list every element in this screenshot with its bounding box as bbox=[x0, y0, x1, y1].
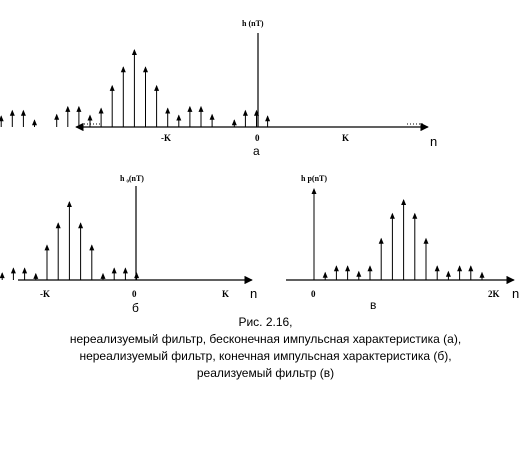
diagram-c-stem-arrow-10 bbox=[412, 213, 417, 219]
diagram-c-tick-zero: 0 bbox=[311, 289, 316, 299]
diagram-c-stem-arrow-6 bbox=[368, 265, 373, 271]
diagram-b-stem-arrow-2 bbox=[11, 267, 16, 273]
diagram-a-stem-arrow-14 bbox=[154, 85, 159, 91]
diagram-a-stem-arrow-21 bbox=[243, 110, 248, 116]
diagram-b-stem-arrow-5 bbox=[45, 244, 50, 250]
diagram-a-stem-arrow-12 bbox=[132, 49, 137, 55]
caption-line-3: нереализуемый фильтр, конечная импульсная характеристика (б), bbox=[79, 349, 452, 363]
diagram-a-tick-k: K bbox=[342, 133, 350, 143]
diagram-c-stem-arrow-16 bbox=[480, 272, 485, 278]
diagram-c-stem-arrow-15 bbox=[468, 265, 473, 271]
diagram-a-stem-arrow-19 bbox=[210, 114, 215, 120]
diagram-b-axis-n: n bbox=[250, 286, 258, 301]
caption-line-4: реализуемый фильтр (в) bbox=[196, 366, 335, 380]
diagram-a-stem-arrow-8 bbox=[88, 115, 93, 121]
diagram-b-stem-arrow-8 bbox=[78, 222, 83, 228]
diagram-b-stem-arrow-3 bbox=[22, 267, 27, 273]
diagram-a-stem-arrow-16 bbox=[176, 115, 181, 121]
diagram-c-axis-n: n bbox=[512, 286, 520, 301]
diagram-a-stem-arrow-1 bbox=[0, 115, 4, 121]
diagram-a-sublabel: а bbox=[253, 144, 260, 158]
diagram-a-axis-n: n bbox=[430, 134, 438, 149]
diagram-a-stem-arrow-4 bbox=[32, 119, 37, 125]
diagram-b-stems bbox=[0, 201, 139, 280]
diagram-c-stem-arrow-8 bbox=[390, 213, 395, 219]
diagram-c-sublabel: в bbox=[370, 298, 377, 312]
diagram-a-stem-arrow-2 bbox=[10, 110, 15, 116]
diagram-a-stem-arrow-17 bbox=[187, 106, 192, 112]
caption-line-1: Рис. 2.16, bbox=[238, 315, 293, 329]
diagram-a-tick-minus-k: -K bbox=[161, 133, 171, 143]
diagram-c-y-label: h р(nT) bbox=[301, 174, 328, 183]
diagram-b-sublabel: б bbox=[132, 301, 139, 315]
diagram-a bbox=[0, 19, 437, 158]
diagram-c-stem-arrow-1 bbox=[312, 188, 317, 194]
diagram-a-stem-arrow-6 bbox=[65, 106, 70, 112]
diagram-c-stem-arrow-3 bbox=[334, 265, 339, 271]
diagram-b-stem-arrow-7 bbox=[67, 201, 72, 207]
diagram-a-y-label: h (nT) bbox=[242, 19, 264, 28]
diagram-c-tick-2k: 2K bbox=[488, 289, 500, 299]
diagram-b-tick-k: K bbox=[222, 289, 230, 299]
diagram-c-stem-arrow-9 bbox=[401, 199, 406, 205]
diagram-c-stem-arrow-4 bbox=[345, 265, 350, 271]
diagram-a-stem-arrow-3 bbox=[21, 110, 26, 116]
diagram-b-stem-arrow-9 bbox=[89, 244, 94, 250]
diagram-c-stem-arrow-2 bbox=[323, 272, 328, 278]
diagram-b-stem-arrow-4 bbox=[33, 273, 38, 279]
diagram-a-stem-arrow-18 bbox=[199, 106, 204, 112]
diagram-a-stem-arrow-20 bbox=[232, 119, 237, 125]
diagram-b-tick-minus-k: -K bbox=[40, 289, 50, 299]
diagram-a-stems bbox=[0, 49, 270, 127]
diagram-c-stem-arrow-11 bbox=[424, 238, 429, 244]
diagram-c-stem-arrow-7 bbox=[379, 238, 384, 244]
diagram-c bbox=[286, 174, 519, 312]
diagram-a-stem-arrow-5 bbox=[54, 114, 59, 120]
diagram-a-tick-zero: 0 bbox=[255, 133, 260, 143]
diagram-a-stem-arrow-11 bbox=[121, 66, 126, 72]
diagram-a-stem-arrow-15 bbox=[165, 108, 170, 114]
diagram-b-y-label: h ₀(nT) bbox=[120, 174, 144, 183]
diagram-b-stem-arrow-1 bbox=[0, 272, 5, 278]
diagram-b-stem-arrow-10 bbox=[101, 273, 106, 279]
diagram-c-stem-arrow-5 bbox=[356, 271, 361, 277]
diagram-a-stem-arrow-13 bbox=[143, 66, 148, 72]
diagram-b-stem-arrow-11 bbox=[112, 267, 117, 273]
diagram-a-stem-arrow-10 bbox=[110, 85, 115, 91]
diagram-a-stem-arrow-9 bbox=[99, 108, 104, 114]
diagram-c-stems bbox=[312, 188, 485, 280]
diagram-a-stem-arrow-7 bbox=[76, 106, 81, 112]
diagram-c-stem-arrow-14 bbox=[457, 265, 462, 271]
diagram-b-stem-arrow-6 bbox=[56, 222, 61, 228]
diagram-a-stem-arrow-23 bbox=[265, 115, 270, 121]
diagram-c-stem-arrow-12 bbox=[435, 265, 440, 271]
caption-line-2: нереализуемый фильтр, бесконечная импульсная характеристика (а), bbox=[69, 332, 462, 346]
diagram-b-stem-arrow-12 bbox=[123, 267, 128, 273]
diagram-b-tick-zero: 0 bbox=[132, 289, 137, 299]
diagram-c-stem-arrow-13 bbox=[446, 271, 451, 277]
diagram-b bbox=[0, 174, 257, 315]
diagram-b-stem-arrow-13 bbox=[134, 272, 139, 278]
